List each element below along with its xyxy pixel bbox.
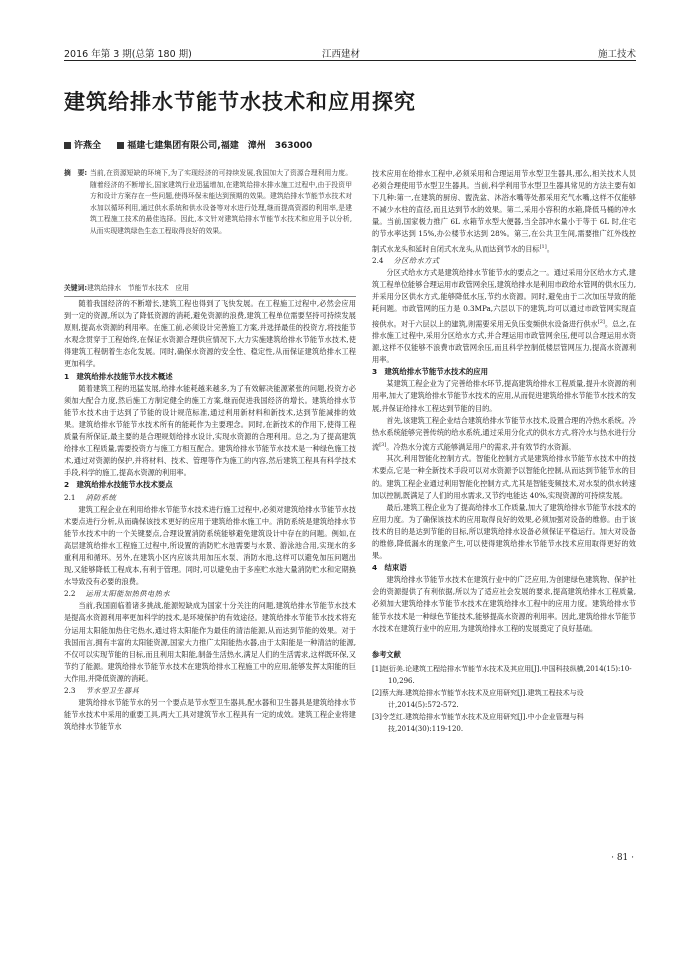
section-2-1-heading — [64, 492, 356, 504]
running-header-journal: 江西建材 — [322, 49, 361, 60]
section-2-3-continued-text: 技术应用在给排水工程中,必须采用和合理运用节水型卫生器具,那么,相关技术人员必须合理使用节水型卫生器具。当前,科学利用节水型卫生器具常见的方法主要有如下几种:第一,在建筑的厨房、盥洗盆、沐浴水嘴等处都采用充气水嘴,这样不仅能够不减少水柱的直径,而且达到节水的效果。第二,采用小容积的水箱,降低马桶的冲水量。当前,国家极力推广 6L 水箱节水型大便器,当全部冲水量小于等于 6L 时,住宅的节水率达到 15%,办公楼节水达到 28%。第三,在公共卫生间,需要推广红外线控制式水龙头和延时自闭式水龙头,从而达到节水的目标 — [372, 169, 636, 253]
keywords-label: 关键词: — [64, 284, 88, 292]
section-2-4-heading — [372, 255, 636, 267]
section-2-3-continued — [372, 168, 636, 255]
intro-paragraph: 随着我国经济的不断增长,建筑工程也得到了飞快发展。在工程施工过程中,必然会应用到一定的资源,所以为了降低资源的消耗,避免资源的浪费,建筑工程单位需要坚持可持续发展原则,提高水资源的利用率。在施工前,必须设计完善施工方案,并选择最佳的投资方,将技能节水观念贯穿于工程始终,在保证水资源合理供应情况下,大力实施建筑给排水节能节水技术,使得建筑工程朝着生态化发展。同时,确保水资源的安全性、稳定性,从而保证建筑给排水工程更加科学。 — [64, 299, 356, 369]
citation-2: [2] — [597, 318, 605, 325]
author-affiliation: 福建七建集团有限公司,福建 漳州 363000 — [127, 141, 313, 151]
section-2-1-number: 2.1 — [64, 492, 76, 502]
section-2-1-text: 建筑工程企业在利用给排水节能节水技术进行施工过程中,必须对建筑给排水节能节水技术要点进行分析,从而确保该技术更好的应用于建筑给排水施工中。消防系统是建筑给排水节能节水技术中的一个关键要点,合理设置消防系统能够避免建筑设计中存在的问题。例如,在高层建筑给排水工程施工过程中,所设置的消防贮水池需要与水景、游泳池合用,实现水的多重利用和循环。另外,在建筑小区内应该共用加压水泵、消防水池,这样可以避免加压问题出现,又能够降低工程成本,有利于管理。同时,可以避免由于多座贮水池大量消防贮水和定期换水导致没有必要的浪费。 — [64, 504, 356, 587]
section-2-4-number: 2.4 — [372, 256, 384, 266]
section-2-heading: 2 建筑给排水技能节水技术要点 — [64, 480, 173, 490]
abstract-text: 当前,在资源短缺的环境下,为了实现经济的可持续发展,我国加大了资源合理利用力度。随着经济的不断增长,国家建筑行业迅猛增加,在建筑给排水排水施工过程中,由于投资甲方和设计方案存在一些问题,使得环保未能达到预期的效果。建筑给排水节能节水技术对水加以循环利用,通过供水系统和供水设备等对水进行处理,继而提高资源的利用率,是建筑工程施工技术的最佳选择。因此,本文针对建筑给排水节能节水技术和应用予以分析,从而实现建筑绿色生态工程取得良好的效果。 — [90, 169, 352, 235]
abstract-rule — [64, 296, 356, 297]
section-4-heading: 4 结束语 — [372, 563, 407, 573]
section-3-paragraph-2b: 。冷热水分流方式能够满足用户的需求,并有效节约水资源。 — [386, 442, 576, 452]
section-2-4-title: 分区给水方式 — [393, 256, 440, 266]
section-2-2-text: 当前,我国面临着诸多挑战,能源短缺成为国家十分关注的问题,建筑给排水节能节水技术是提高水资源利用率更加科学的技术,是环境保护的有效途径。建筑给排水节能节水技术将充分运用太阳能加热住宅热水,通过将太阳能作为最佳的清洁能源,从而达到节能的效果。对于我国而言,拥有丰富的太阳能资源,国家大力推广太阳能热水器,由于太阳能是一种清洁的能源,不仅可以实现节能的目标,而且利用太阳能,制备生活热水,满足人们的生活需求,这样既环保,又节约了能源。建筑给排水节能节水技术在建筑给排水工程施工中的应用,能够发挥太阳能的巨大作用,并降低资源的消耗。 — [64, 601, 356, 683]
reference-item: [1]赵衍美.论建筑工程给排水节能节水技术及其应用[J].中国科技纵横,2014(15):10-10,296. — [372, 664, 632, 685]
section-2-3-number: 2.3 — [64, 686, 76, 695]
abstract-label: 摘 要: — [64, 169, 88, 177]
right-column — [372, 168, 636, 735]
article-title: 建筑给排水节能节水技术和应用探究 — [64, 90, 416, 114]
section-1-text: 随着建筑工程的迅猛发展,给排水能耗越来越多,为了有效解决能源紧张的问题,投资方必须加大配合力度,然后施工方制定健全的施工方案,继而促进我国经济的增长。建筑给排水节能节水技术由于达到了节能的设计规范标准,通过利用新材料和新技术,达到节能减排的效果。建筑给排水节能节水技术所有的能耗作为主要理念。同时,在新技术的作用下,使得工程质量有所保证,最主要的是合理规划给排水设计,实现水资源的合理利用。总之,为了提高建筑给排水工程质量,需要投资方与施工方相互配合。建筑给排水节能节水技术是一种绿色施工技术,通过对资源的保护,并将材料、技术、管理等作为施工的内容,然后建筑工程具有科学技术手段,科学的施工,提高水资源的利用率。 — [64, 383, 356, 478]
square-bullet-icon — [117, 142, 124, 149]
reference-item: [3]令芝红.建筑给排水节能节水技术及应用研究[J].中小企业管理与科技,2014(30):119-120. — [372, 712, 584, 733]
author-name: 许燕全 — [74, 141, 102, 151]
section-1-heading: 1 建筑给排水技能节水技术概述 — [64, 371, 173, 381]
running-header-issue: 2016 年第 3 期(总第 180 期) — [64, 49, 192, 60]
section-3-paragraph-4: 最后,建筑工程企业为了提高给排水工作质量,加大了建筑给排水节能节水技术的应用力度。为了确保该技术的应用取得良好的效果,必须加强对设备的维修。由于该技术的目的是达到节能的目标,所以建筑给排水设备必须保证平稳运行。加大对设备的维修,降低漏水的现象产生,可以使得建筑给排水节能节水技术应用取得更好的效果。 — [372, 502, 636, 561]
section-3-paragraph-3: 其次,利用智能化控制方式。智能化控制方式是建筑给排水节能节水技术中的技术要点,它是一种全新技术手段可以对水资源予以智能化控制,从而达到节能节水的目的。建筑工程企业通过利用智能化控制方式,尤其是智能变频技术,对水泵的供水转速加以控制,既满足了人们的用水需求,又节约电能达 40%,实现资源的可持续发展。 — [372, 454, 636, 500]
section-2-2-heading — [64, 588, 356, 600]
keywords — [64, 282, 189, 292]
header-rule — [64, 60, 636, 61]
section-3-paragraph-2 — [372, 415, 636, 454]
section-4-text: 建筑给排水节能节水技术在建筑行业中的广泛应用,为创建绿色建筑物、保护社会的资源提供了有利依据,所以为了适应社会发展的要求,提高建筑给排水工程质量,必须加大建筑给排水节能节水技术在建筑给排水工程中的应用力度。建筑给排水节能节水技术是一种绿色节能技术,能够提高水资源的利用率。因此,建筑给排水节能节水技术在建筑行业中的应用,为建筑给排水工程的发展奠定了良好基础。 — [372, 575, 636, 633]
section-3-paragraph-1: 某建筑工程企业为了完善给排水环节,提高建筑给排水工程质量,提升水资源的利用率,加大了建筑给排水节能节水技术的应用,从而促进建筑给排水节能节水技术的发展,并保证给排水工程达到节能的目的。 — [372, 379, 636, 413]
section-2-1-title: 消防系统 — [85, 492, 117, 502]
section-2-4-text-a: 分区式给水方式是建筑给排水节能节水的要点之一。通过采用分区给水方式,建筑工程单位能够合理运用市政管网余压,建筑给排水是利用市政给水管网的供水压力,并采用分区供水方式,能够降低水压,节约水资源。同时,避免由于二次加压导致的能耗问题。市政管网的压力是 0.3MPa,六层以下的建筑,均可以通过市政管网实现直接供水。对于六层以上的建筑,则需要采用无负压变频供水设备进行供水 — [372, 268, 636, 328]
section-3-heading: 3 建筑给排水节能节水技术的应用 — [372, 367, 489, 377]
sentence-end: 。 — [546, 243, 554, 253]
page-number: · 81 · — [611, 853, 634, 863]
square-bullet-icon — [64, 142, 71, 149]
section-2-3-title: 节水型卫生器具 — [85, 686, 140, 695]
author-line — [64, 138, 312, 151]
running-header-section: 施工技术 — [597, 49, 636, 60]
section-2-3-text: 建筑给排水节能节水的另一个要点是节水型卫生器具,配水器和卫生器具是建筑给排水节能节水技术中采用的重要工具,两大工具对建筑节水工程具有一定的成效。建筑工程企业将建筑给排水节能节水 — [64, 698, 356, 732]
section-2-2-title: 运用太阳能加热供电热水 — [85, 589, 171, 599]
keywords-text: 建筑给排水 节能节水技术 应用 — [87, 284, 190, 292]
references-heading: 参考文献 — [372, 649, 401, 659]
citation-3: [3] — [379, 441, 387, 448]
reference-item: [2]蔡大海.建筑给排水节能节水技术及应用研究[J].建筑工程技术与设计,2014(5):572-572. — [372, 688, 584, 709]
left-column — [64, 298, 356, 733]
section-2-2-number: 2.2 — [64, 589, 76, 599]
citation-1: [1] — [539, 243, 547, 250]
section-2-4-text-b: 。总之,在排水施工过程中,采用分区给水方式,并合理运用市政管网余压,便可以合理运用水资源,这样不仅能够不浪费市政管网余压,而且科学控制低楼层管网压力,提高水资源利用率。 — [372, 318, 636, 365]
section-2-3-heading — [64, 685, 356, 697]
section-2-4-text — [372, 267, 636, 366]
section-3-paragraph-2a: 首先,该建筑工程企业结合建筑给排水节能节水技术,设置合理的冷热水系统。冷热水系统能够完善传统的给水系统,通过采用分化式的供水方式,将冷水与热水进行分流 — [372, 415, 636, 452]
